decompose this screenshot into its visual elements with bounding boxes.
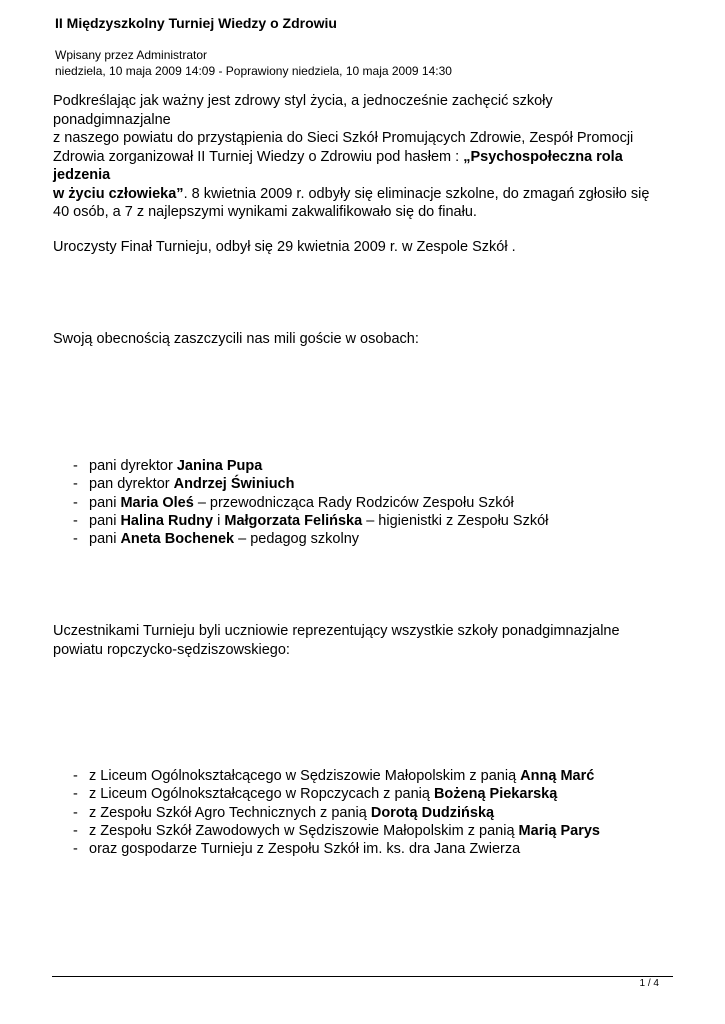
list-item — [73, 494, 548, 512]
participants-line: powiatu ropczycko-sędziszowskiego: — [53, 641, 290, 658]
intro-paragraph — [53, 92, 673, 222]
article-meta — [55, 47, 452, 79]
guest-role: – pedagog szkolny — [234, 531, 360, 548]
list-dash: - — [73, 822, 78, 839]
list-item-text: pani — [89, 494, 121, 511]
list-item — [73, 530, 548, 548]
list-item — [73, 512, 548, 530]
footer-divider — [52, 976, 673, 977]
list-item-text: i — [213, 512, 225, 529]
page-number: 1 / 4 — [639, 978, 659, 989]
list-item-text: z Zespołu Szkół Agro Technicznych z panią — [89, 804, 371, 821]
intro-line — [53, 185, 673, 204]
guest-role: – higienistki z Zespołu Szkół — [362, 512, 549, 529]
teacher-name: Dorotą Dudzińską — [370, 804, 495, 821]
schools-list — [73, 767, 600, 858]
slogan-text: jedzenia — [53, 167, 111, 183]
list-item-text: pani — [89, 512, 121, 529]
list-item — [73, 767, 600, 785]
guest-name: Andrzej Świniuch — [173, 476, 295, 493]
intro-line: z naszego powiatu do przystąpienia do Sieci Szkół Promujących Zdrowie, Zespół Promocji — [53, 130, 634, 146]
teacher-name: Bożeną Piekarską — [433, 786, 558, 803]
slogan-text: „Psychospołeczna rola — [463, 148, 623, 165]
guests-list — [73, 457, 548, 548]
guest-name: Maria Oleś — [120, 494, 194, 511]
list-item — [73, 457, 548, 475]
list-dash: - — [73, 531, 78, 548]
list-dash: - — [73, 458, 78, 474]
list-dash: - — [73, 768, 78, 784]
list-item-text: pani — [89, 531, 121, 548]
list-item-text: z Liceum Ogólnokształcącego w Ropczycach z panią — [89, 786, 434, 803]
list-item-text: z Zespołu Szkół Zawodowych w Sędziszowie Małopolskim z panią — [89, 822, 519, 839]
intro-line: Podkreślając jak ważny jest zdrowy styl życia, a jednocześnie zachęcić szkoły — [53, 93, 553, 109]
intro-text: . 8 kwietnia 2009 r. odbyły się eliminacje szkolne, do zmagań zgłosiło się — [183, 185, 650, 202]
intro-text: Zdrowia zorganizował II Turniej Wiedzy o Zdrowiu pod hasłem : — [53, 148, 464, 165]
list-item — [73, 822, 600, 840]
list-item — [73, 475, 548, 493]
intro-line: 40 osób, a 7 z najlepszymi wynikami zakwalifikowało się do finału. — [53, 204, 477, 220]
list-item-text: pani dyrektor — [89, 458, 177, 474]
guests-paragraph: Swoją obecnością zaszczycili nas mili goście w osobach: — [53, 331, 419, 347]
list-item — [73, 840, 600, 858]
guest-name: Janina Pupa — [176, 458, 263, 474]
guest-name: Aneta Bochenek — [120, 531, 235, 548]
teacher-name: Anną Marć — [520, 768, 595, 784]
list-dash: - — [73, 494, 78, 511]
list-item — [73, 804, 600, 822]
list-item-text: pan dyrektor — [89, 476, 174, 493]
article-title: II Międzyszkolny Turniej Wiedzy o Zdrowiu — [55, 15, 337, 31]
participants-paragraph — [53, 622, 673, 659]
list-dash: - — [73, 512, 78, 529]
list-item — [73, 785, 600, 803]
intro-line: ponadgimnazjalne — [53, 111, 171, 128]
list-item-text: oraz gospodarze Turnieju z Zespołu Szkół im. ks. dra Jana Zwierza — [89, 841, 521, 858]
teacher-name: Marią Parys — [518, 822, 600, 839]
participants-line: Uczestnikami Turnieju byli uczniowie reprezentujący wszystkie szkoły ponadgimnazjalne — [53, 623, 620, 639]
list-dash: - — [73, 841, 78, 858]
guest-name: Małgorzata Felińska — [224, 512, 363, 529]
intro-line — [53, 148, 673, 167]
slogan-text: w życiu człowieka” — [53, 185, 184, 202]
guest-name: Halina Rudny — [120, 512, 214, 529]
list-dash: - — [73, 786, 78, 803]
date-line: niedziela, 10 maja 2009 14:09 - Poprawiony niedziela, 10 maja 2009 14:30 — [55, 64, 452, 78]
guest-role: – przewodnicząca Rady Rodziców Zespołu Szkół — [193, 494, 514, 511]
list-dash: - — [73, 476, 78, 493]
list-item-text: z Liceum Ogólnokształcącego w Sędziszowie Małopolskim z panią — [89, 768, 521, 784]
author-line: Wpisany przez Administrator — [55, 48, 208, 62]
list-dash: - — [73, 804, 78, 821]
final-paragraph: Uroczysty Finał Turnieju, odbył się 29 kwietnia 2009 r. w Zespole Szkół . — [53, 239, 516, 255]
